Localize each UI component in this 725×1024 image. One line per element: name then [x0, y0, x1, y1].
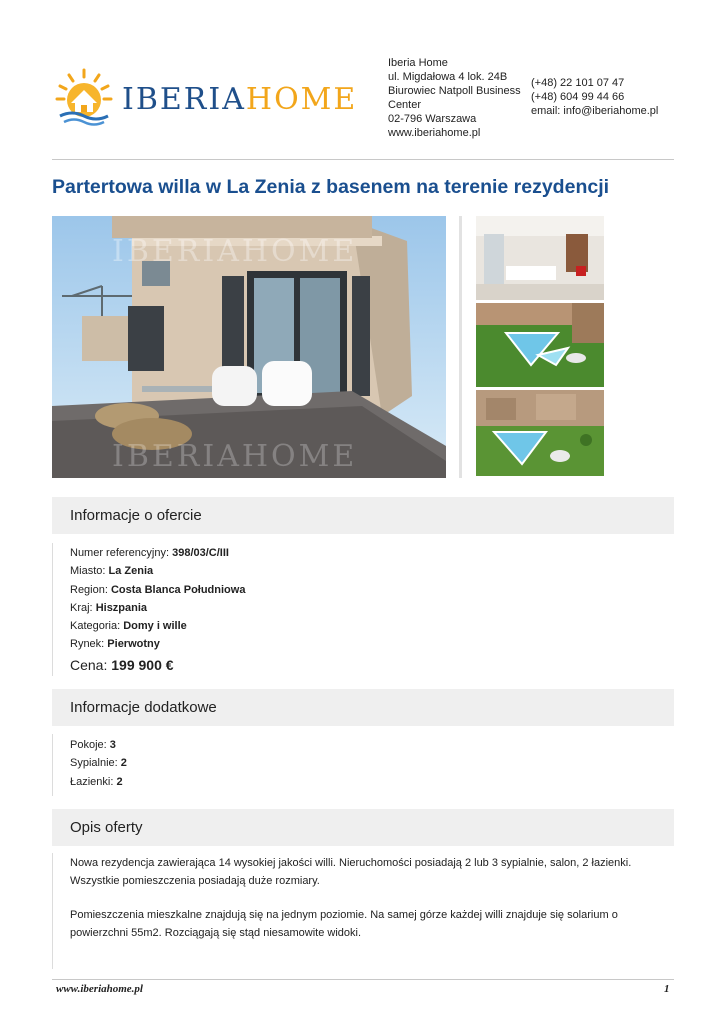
pool-complex-photo-image — [476, 390, 604, 476]
gallery-divider — [459, 216, 462, 478]
extra-info-body — [52, 734, 674, 796]
info-row-country: Kraj: Hiszpania — [70, 601, 148, 614]
main-photo[interactable] — [52, 216, 446, 478]
info-row-rooms: Pokoje: 3 — [70, 739, 116, 751]
info-row-city: Miasto: La Zenia — [70, 565, 154, 578]
website-link[interactable]: www.iberiahome.pl — [388, 127, 481, 139]
interior-photo-image — [476, 216, 604, 300]
info-row-category: Kategoria: Domy i wille — [70, 620, 187, 633]
price: Cena: 199 900 € — [70, 656, 174, 673]
description-heading: Opis oferty — [52, 809, 674, 846]
description-body — [52, 853, 674, 969]
offer-info-heading: Informacje o ofercie — [52, 497, 674, 534]
thumbnail-pool-complex[interactable] — [476, 390, 604, 476]
description-paragraph: Nowa rezydencja zawierająca 14 wysokiej jakości willi. Nieruchomości posiadają 2 lub 3 sypialnie, salon, 2 łazienki. Wszystkie pomieszczenia posiadają duże rozmiary. — [70, 857, 632, 887]
pool-aerial-photo-image — [476, 303, 604, 387]
photo-watermark: IBERIAHOME — [112, 439, 358, 474]
phone-link[interactable]: (+48) 604 99 44 66 — [531, 91, 625, 103]
footer-divider — [52, 979, 674, 980]
company-contact — [531, 76, 676, 118]
description-paragraph: Pomieszczenia mieszkalne znajdują się na jednym poziomie. Na samej górze każdej willi znajduje się solarium o powierzchni 55m2. Rozciągają się stąd niesamowite widoki. — [70, 909, 618, 939]
page-number: 1 — [664, 983, 670, 995]
company-address — [388, 56, 528, 140]
page-header — [52, 52, 674, 160]
thumbnail-interior[interactable] — [476, 216, 604, 300]
address-line: ul. Migdałowa 4 lok. 24B — [388, 71, 508, 83]
listing-title: Partertowa willa w La Zenia z basenem na terenie rezydencji — [52, 176, 610, 198]
phone-link[interactable]: (+48) 22 101 07 47 — [531, 77, 625, 89]
villa-photo-image — [52, 216, 446, 478]
email-link[interactable]: email: info@iberiahome.pl — [531, 105, 659, 117]
sun-house-icon — [54, 66, 118, 126]
address-line: Iberia Home — [388, 57, 448, 69]
info-row-bedrooms: Sypialnie: 2 — [70, 757, 127, 770]
extra-info-heading: Informacje dodatkowe — [52, 689, 674, 726]
header-divider — [52, 159, 674, 160]
thumbnail-pool-aerial[interactable] — [476, 303, 604, 387]
footer-website-link[interactable]: www.iberiahome.pl — [56, 983, 143, 995]
address-line: Biurowiec Natpoll Business Center — [388, 85, 521, 111]
offer-info-body — [52, 543, 674, 676]
info-row-bathrooms: Łazienki: 2 — [70, 775, 123, 788]
photo-watermark: IBERIAHOME — [112, 234, 358, 269]
info-row-region: Region: Costa Blanca Południowa — [70, 583, 246, 596]
info-row-reference: Numer referencyjny: 398/03/C/III — [70, 547, 229, 559]
address-line: 02-796 Warszawa — [388, 113, 477, 125]
company-logo[interactable] — [54, 66, 358, 126]
info-row-market: Rynek: Pierwotny — [70, 638, 160, 651]
logo-wordmark: IBERIAHOME — [122, 82, 358, 117]
